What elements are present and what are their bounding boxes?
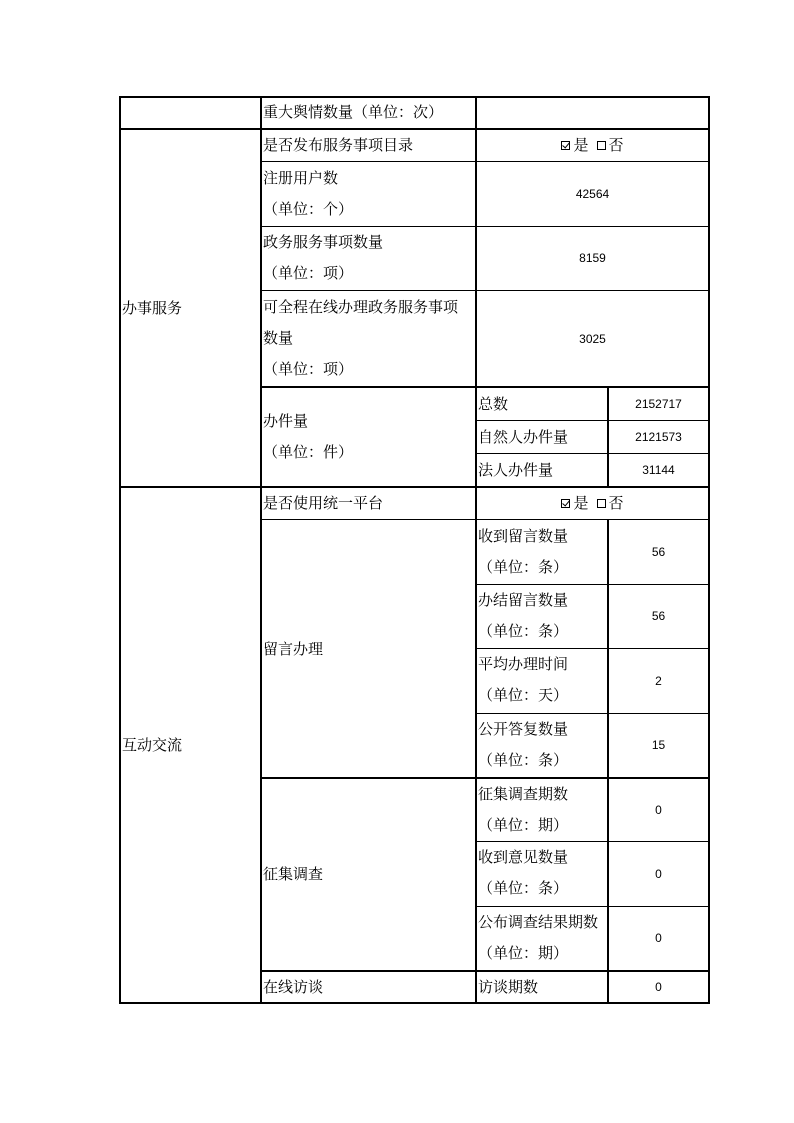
banjie-value: 56 xyxy=(651,609,666,623)
gbjg-label: 公布调查结果期数 （单位：期） xyxy=(478,913,599,962)
shoudao-value: 56 xyxy=(651,545,666,559)
tongyi-no: 否 xyxy=(608,494,624,512)
ziran-label: 自然人办件量 xyxy=(478,427,569,446)
gongkai-label: 公开答复数量 （单位：条） xyxy=(478,720,569,769)
tongyi-label: 是否使用统一平台 xyxy=(263,494,384,512)
zhuce-value: 42564 xyxy=(575,187,610,201)
ftqs-label: 访谈期数 xyxy=(478,977,539,996)
faren-label: 法人办件量 xyxy=(478,460,554,479)
unchecked-box-icon[interactable] xyxy=(597,141,606,150)
section-banshi: 办事服务 xyxy=(122,298,183,317)
ziran-value: 2121573 xyxy=(635,429,682,444)
gongkai-value: 15 xyxy=(651,738,666,752)
checked-box-icon[interactable] xyxy=(561,499,570,508)
fabu-label: 是否发布服务事项目录 xyxy=(263,136,414,154)
quancheng-label: 可全程在线办理政务服务事项 数量 （单位：项） xyxy=(263,298,459,378)
tongyi-checkbox-group xyxy=(477,488,708,519)
yuqing-value xyxy=(477,97,708,128)
gbjg-value: 0 xyxy=(655,931,662,945)
liuyan-label: 留言办理 xyxy=(263,639,324,658)
pingjun-label: 平均办理时间 （单位：天） xyxy=(478,655,569,704)
fabu-yes: 是 xyxy=(573,136,589,154)
section-hudong: 互动交流 xyxy=(122,735,183,754)
quancheng-value: 3025 xyxy=(579,331,606,346)
fangtan-label: 在线访谈 xyxy=(263,977,324,996)
fabu-checkbox-group xyxy=(477,130,708,161)
zjqs-value: 0 xyxy=(655,802,662,817)
zongshu-value: 2152717 xyxy=(635,396,682,411)
faren-value: 31144 xyxy=(642,462,675,477)
shixiang-label: 政务服务事项数量 （单位：项） xyxy=(263,233,384,282)
yijian-value: 0 xyxy=(655,866,662,881)
zhengji-label: 征集调查 xyxy=(263,865,324,883)
checked-box-icon[interactable] xyxy=(561,141,570,150)
zhuce-label: 注册用户数 （单位：个） xyxy=(263,169,354,218)
yijian-label: 收到意见数量 （单位：条） xyxy=(478,848,569,897)
ftqs-value: 0 xyxy=(655,979,662,994)
fabu-no: 否 xyxy=(608,136,624,154)
pingjun-value: 2 xyxy=(655,673,662,688)
zjqs-label: 征集调查期数 （单位：期） xyxy=(478,785,569,834)
unchecked-box-icon[interactable] xyxy=(597,499,606,508)
shixiang-value: 8159 xyxy=(579,251,606,265)
banjian-label: 办件量 （单位：件） xyxy=(263,412,354,461)
shoudao-label: 收到留言数量 （单位：条） xyxy=(478,527,569,576)
tongyi-yes: 是 xyxy=(573,494,589,512)
yuqing-label: 重大舆情数量（单位：次） xyxy=(263,103,444,121)
zongshu-label: 总数 xyxy=(478,394,509,413)
banjie-label: 办结留言数量 （单位：条） xyxy=(478,591,569,640)
